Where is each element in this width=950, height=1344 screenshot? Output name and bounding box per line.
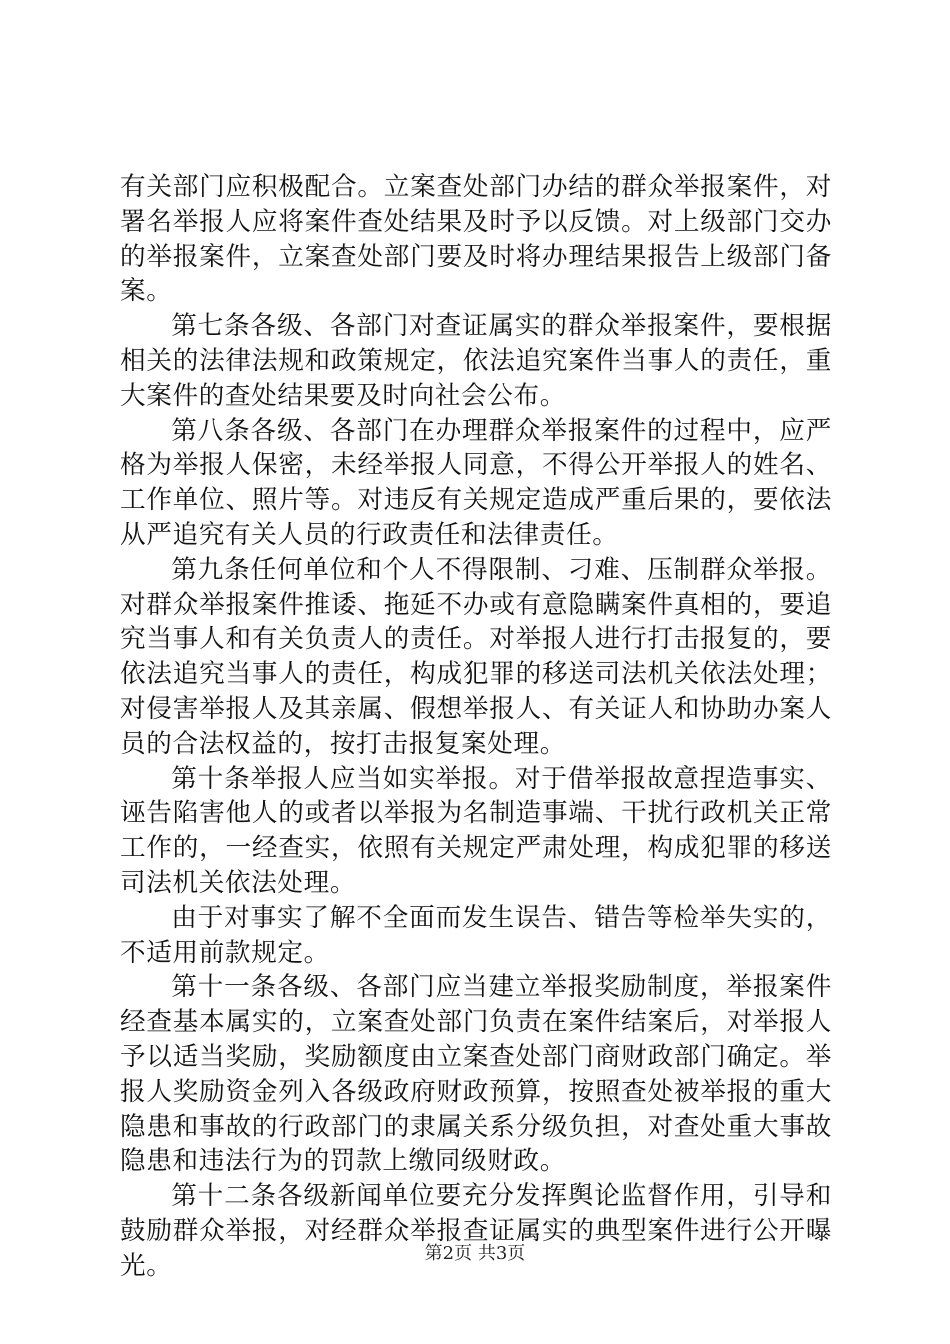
- paragraph-article-11: 第十一条各级、各部门应当建立举报奖励制度，举报案件经查基本属实的，立案查处部门负责在案件结案后，对举报人予以适当奖励，奖励额度由立案查处部门商财政部门确定。举报人奖励资金列入各级政府财政预算，按照查处被举报的重大隐患和事故的行政部门的隶属关系分级负担，对查处重大事故隐患和违法行为的罚款上缴同级财政。: [120, 972, 832, 1177]
- paragraph-article-12: 第十二条各级新闻单位要充分发挥舆论监督作用，引导和鼓励群众举报，对经群众举报查证属实的典型案件进行公开曝光。: [120, 1181, 832, 1281]
- paragraph-article-9: 第九条任何单位和个人不得限制、刁难、压制群众举报。对群众举报案件推诿、拖延不办或有意隐瞒案件真相的，要追究当事人和有关负责人的责任。对举报人进行打击报复的，要依法追究当事人的责任，构成犯罪的移送司法机关依法处理；对侵害举报人及其亲属、假想举报人、有关证人和协助办案人员的合法权益的，按打击报复案处理。: [120, 554, 832, 759]
- paragraph-continuation: 有关部门应积极配合。立案查处部门办结的群众举报案件，对署名举报人应将案件查处结果及时予以反馈。对上级部门交办的举报案件，立案查处部门要及时将办理结果报告上级部门备案。: [120, 172, 832, 307]
- paragraph-article-7: 第七条各级、各部门对查证属实的群众举报案件，要根据相关的法律法规和政策规定，依法追究案件当事人的责任，重大案件的查处结果要及时向社会公布。: [120, 311, 832, 411]
- paragraph-article-8: 第八条各级、各部门在办理群众举报案件的过程中，应严格为举报人保密，未经举报人同意，不得公开举报人的姓名、工作单位、照片等。对违反有关规定造成严重后果的，要依法从严追究有关人员的行政责任和法律责任。: [120, 415, 832, 550]
- document-body: [120, 170, 832, 1284]
- paragraph-article-10-clause: 由于对事实了解不全面而发生误告、错告等检举失实的，不适用前款规定。: [120, 902, 832, 968]
- paragraph-article-10: 第十条举报人应当如实举报。对于借举报故意捏造事实、诬告陷害他人的或者以举报为名制造事端、干扰行政机关正常工作的，一经查实，依照有关规定严肃处理，构成犯罪的移送司法机关依法处理。: [120, 763, 832, 898]
- page-number-footer: 第2页 共3页: [424, 1243, 526, 1264]
